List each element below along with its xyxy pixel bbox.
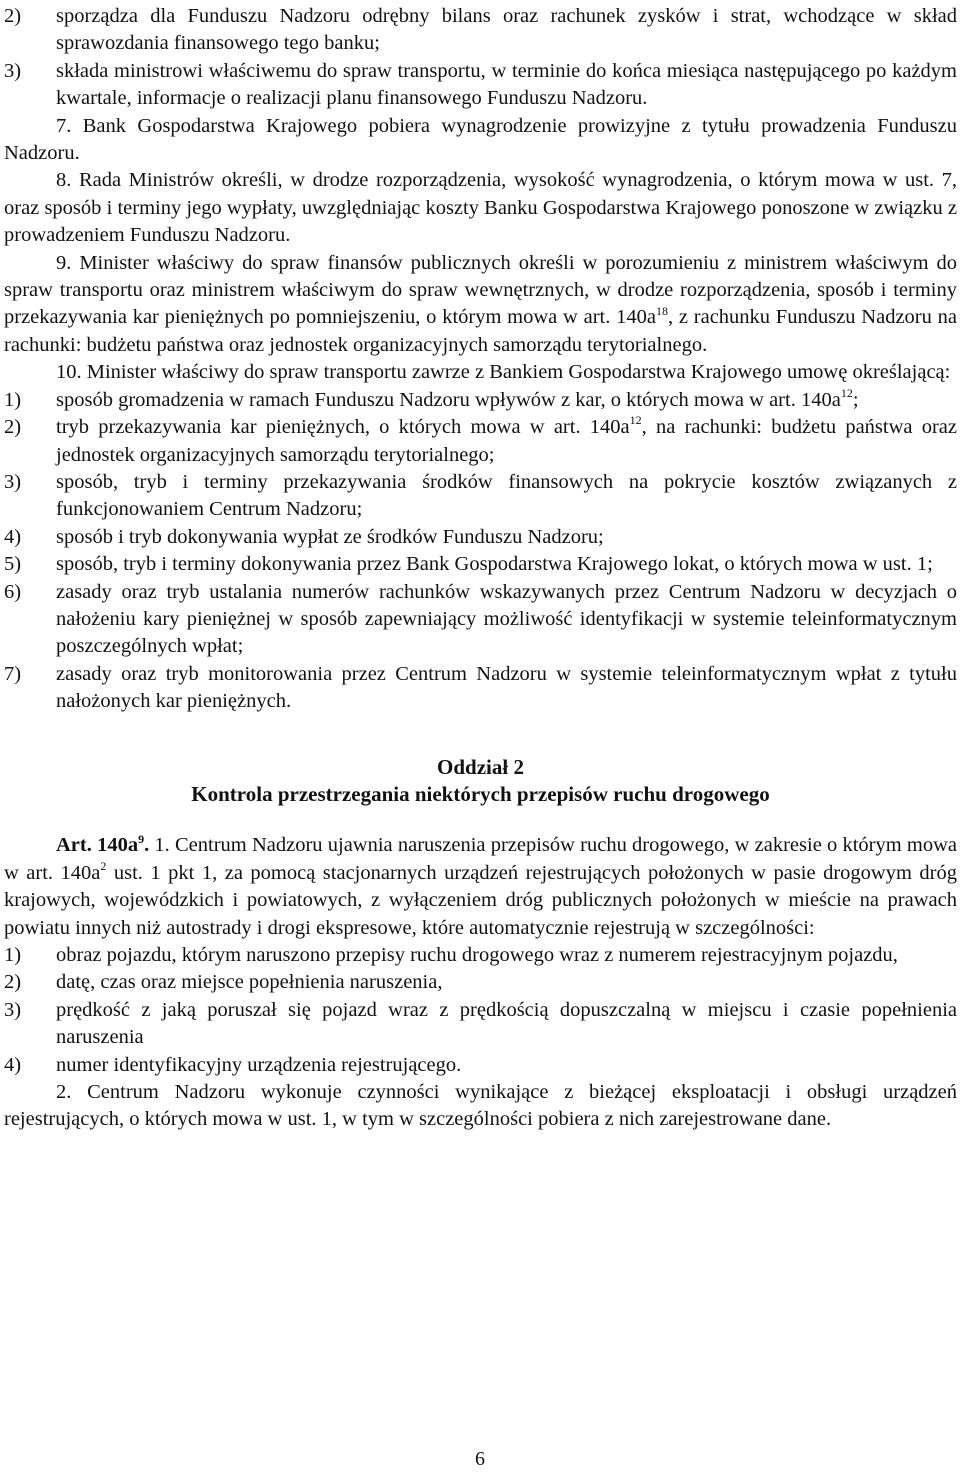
list-text: tryb przekazywania kar pieniężnych, o których mowa w art. 140a [56,416,630,439]
list-text: sposób, tryb i terminy dokonywania przez Bank Gospodarstwa Krajowego lokat, o których mowa w ust. 1; [56,553,933,576]
superscript: 12 [840,385,853,400]
list-item [4,942,957,969]
section-title: Oddział 2 [437,754,524,779]
superscript: 2 [100,858,107,873]
page-number: 6 [475,1448,485,1470]
list-item [4,387,957,414]
list-text: sposób, tryb i terminy przekazywania środków finansowych na pokrycie kosztów związanych z funkcjonowaniem Centrum Nadzoru; [56,470,957,521]
list-item [4,3,957,58]
list-number: 3) [4,998,22,1021]
list-text: datę, czas oraz miejsce popełnienia naruszenia, [56,971,443,994]
list-number: 2) [4,416,22,439]
paragraph-10-list [4,387,957,716]
list-number: 3) [4,59,22,82]
list-number: 2) [4,971,22,994]
section-subtitle: Kontrola przestrzegania niektórych przepisów ruchu drogowego [191,781,770,806]
list-item [4,551,957,578]
list-number: 5) [4,553,22,576]
paragraph-7: 7. Bank Gospodarstwa Krajowego pobiera wynagrodzenie prowizyjne z tytułu prowadzenia Funduszu Nadzoru. [4,114,957,165]
list-number: 4) [4,525,22,548]
document-body [4,3,957,1134]
paragraph-9 [4,250,957,360]
list-number: 1) [4,388,22,411]
list-number: 1) [4,944,22,966]
paragraph-10: 10. Minister właściwy do spraw transportu zawrze z Bankiem Gospodarstwa Krajowego umowę określającą: [56,361,951,384]
list-text: zasady oraz tryb ustalania numerów rachunków wskazywanych przez Centrum Nadzoru w decyzjach o nałożeniu kary pieniężnej w sposób zapewniający możliwość identyfikacji w systemie teleinformatycznym poszczególnych wpłat; [56,580,957,658]
article-paragraph-2: 2. Centrum Nadzoru wykonuje czynności wynikające z bieżącej eksploatacji i obsługi urządzeń rejestrujących, o których mowa w ust. 1, w tym w szczególności pobiera z nich zarejestrowane dane. [4,1081,957,1131]
list-text: zasady oraz tryb monitorowania przez Centrum Nadzoru w systemie teleinformatycznym wpłat z tytułu nałożonych kar pieniężnych. [56,662,957,713]
list-text: sposób i tryb dokonywania wypłat ze środków Funduszu Nadzoru; [56,525,604,548]
list-text: składa ministrowi właściwemu do spraw transportu, w terminie do końca miesiąca następującego po każdym kwartale, informacje o realizacji planu finansowego Funduszu Nadzoru. [56,59,957,110]
list-item [4,579,957,661]
list-text: sposób gromadzenia w ramach Funduszu Nadzoru wpływów z kar, o których mowa w art. 140a [56,388,841,411]
list-number: 6) [4,580,22,603]
list-item [4,524,957,551]
list-text: numer identyfikacyjny urządzenia rejestrującego. [56,1053,462,1076]
paragraph-9-text: 9. Minister właściwy do spraw finansów publicznych określi w porozumieniu z ministrem właściwym do spraw transportu oraz ministrem właściwym do spraw wewnętrznych, w drodze rozporządzenia, sposób i terminy przekazywania kar pieniężnych po pomniejszeniu, o którym mowa w art. 140a [4,251,957,329]
article-text-end: ust. 1 pkt 1, za pomocą stacjonarnych urządzeń rejestrujących położonych w pasie drogowym dróg krajowych, wojewódzkich i powiatowych, z wyłączeniem dróg publicznych położonych w mieście na prawach powiatu innych niż autostrady i drogi ekspresowe, które automatycznie rejestrują w szczególności: [4,861,957,939]
paragraph-9-text-end: , z rachunku Funduszu Nadzoru na rachunki: budżetu państwa oraz jednostek organizacyjnych samorządu terytorialnego. [4,306,958,356]
list-text: prędkość z jaką poruszał się pojazd wraz z prędkością dopuszczalną w miejscu i czasie popełnienia naruszenia [56,998,957,1049]
list-text-end: ; [852,388,859,411]
list-number: 4) [4,1053,22,1076]
list-number: 7) [4,662,22,685]
article-text: 1. Centrum Nadzoru ujawnia naruszenia przepisów ruchu drogowego, w zakresie o którym mowa w art. 140a [4,834,957,884]
list-item [4,997,957,1052]
list-text: sporządza dla Funduszu Nadzoru odrębny bilans oraz rachunek zysków i strat, wchodzące w skład sprawozdania finansowego tego banku; [56,5,957,55]
list-item [4,58,957,113]
list-item [4,414,957,469]
list-text: obraz pojazdu, którym naruszono przepisy ruchu drogowego wraz z numerem rejestracyjnym pojazdu, [56,944,898,966]
list-number: 3) [4,470,22,493]
superscript: 18 [656,303,668,318]
article-140a9 [4,832,957,942]
paragraph-8: 8. Rada Ministrów określi, w drodze rozporządzenia, wysokość wynagrodzenia, o którym mowa w ust. 7, oraz sposób i terminy jego wypłaty, uwzględniając koszty Banku Gospodarstwa Krajowego ponoszone w związku z prowadzeniem Funduszu Nadzoru. [4,169,957,247]
list-item [4,969,957,996]
list-item [4,469,957,524]
article-label: Art. $140a^9$. [56,831,150,857]
list-item [4,661,957,716]
list-text-end: , na rachunki: budżetu państwa oraz jednostek organizacyjnych samorządu terytorialnego; [56,416,957,466]
superscript: 12 [629,413,642,428]
list-number: 2) [4,5,22,27]
list-item [4,1052,957,1079]
